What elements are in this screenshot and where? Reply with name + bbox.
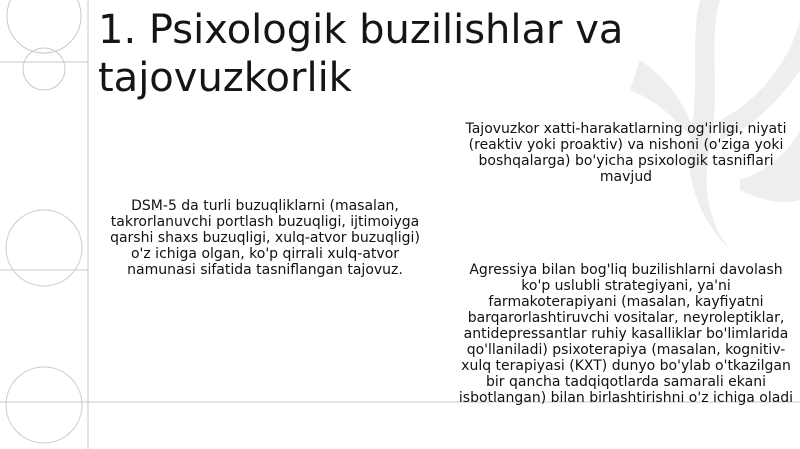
deco-circle-top xyxy=(7,0,81,53)
slide-title: 1. Psixologik buzilishlar va tajovuzkorlik xyxy=(98,7,624,101)
right-top-paragraph: Tajovuzkor xatti-harakatlarning og'irligi, niyati (reaktiv yoki proaktiv) va nishoni (o'ziga yoki boshqalarga) bo'yicha psixologik tasniflari mavjud xyxy=(465,121,787,185)
deco-circle-low xyxy=(6,210,82,286)
deco-circle-bottom xyxy=(6,367,82,443)
left-paragraph: DSM-5 da turli buzuqliklarni (masalan, takrorlanuvchi portlash buzuqligi, ijtimoiyga qarshi shaxs buzuqligi, xulq-atvor buzuqligi) o'z ichiga olgan, ko'p qirrali xulq-atvor namunasi sifatida tasniflangan tajovuz. xyxy=(110,198,420,278)
deco-circle-mid xyxy=(23,48,65,90)
right-bottom-paragraph: Agressiya bilan bog'liq buzilishlarni davolash ko'p uslubli strategiyani, ya'ni farmakoterapiyani (masalan, kayfiyatni barqarorlashtiruvchi vositalar, neyroleptiklar, antidepressantlar ruhiy kasalliklar bo'limlarida qo'llaniladi) psixoterapiya (masalan, kognitiv-xulq terapiyasi (KXT) dunyo bo'ylab o'tkazilgan bir qancha tadqiqotlarda samarali ekani isbotlangan) bilan birlashtirishni o'z ichiga oladi xyxy=(458,262,794,406)
